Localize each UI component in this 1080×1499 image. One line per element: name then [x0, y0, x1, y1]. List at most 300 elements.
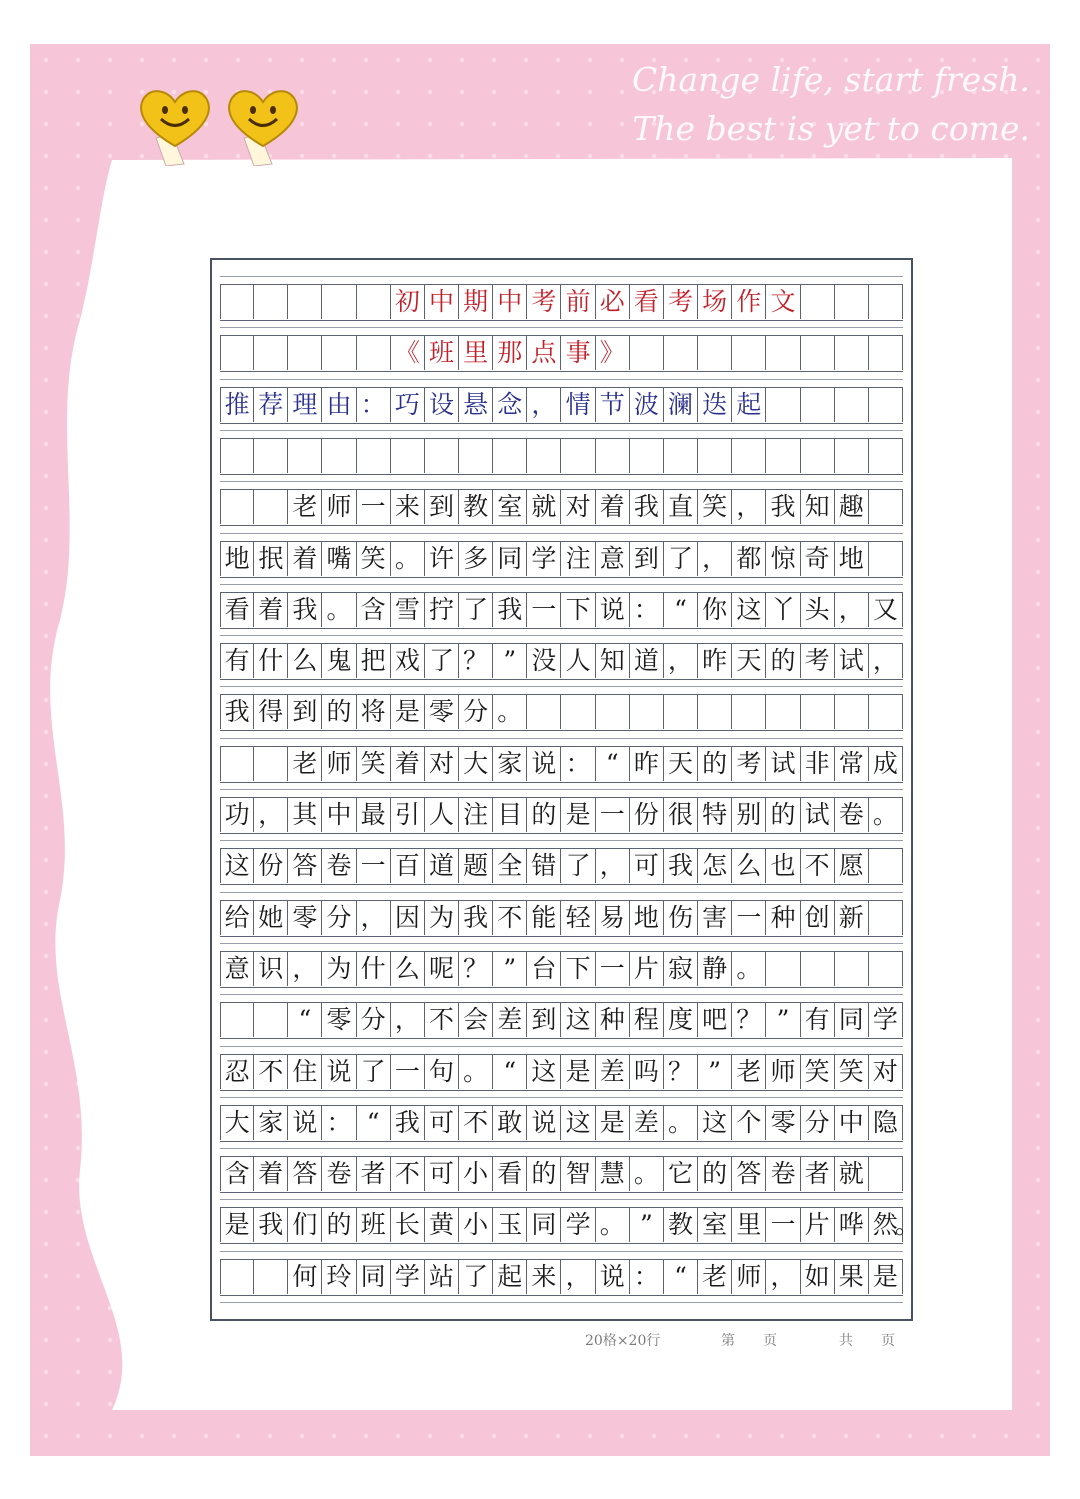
- grid-cell: 大: [220, 1106, 254, 1140]
- grid-cell: [835, 695, 869, 729]
- grid-cell: ：: [630, 593, 664, 627]
- essay-row: [220, 797, 903, 834]
- grid-cell: [630, 336, 664, 370]
- grid-cell: 一: [732, 901, 766, 935]
- grid-cell: [288, 285, 322, 319]
- grid-cell: 着: [288, 542, 322, 576]
- grid-cell: 设: [425, 388, 459, 422]
- grid-cell: 差: [596, 1055, 630, 1089]
- grid-cell: 节: [596, 388, 630, 422]
- recommend-reason-row: [220, 387, 903, 424]
- grid-cell: 我: [220, 695, 254, 729]
- grid-cell: 是: [391, 695, 425, 729]
- grid-cell: 笑: [835, 1055, 869, 1089]
- grid-cell: 非: [801, 747, 835, 781]
- grid-cell: ，: [527, 388, 561, 422]
- grid-cell: 学: [562, 1208, 596, 1242]
- grid-cell: 。: [596, 1208, 630, 1242]
- grid-cell: 。: [322, 593, 356, 627]
- grid-cell: ？: [664, 1055, 698, 1089]
- grid-cell: 分: [801, 1106, 835, 1140]
- grid-cell: 说: [322, 1055, 356, 1089]
- row-separator: [220, 686, 903, 687]
- grid-cell: 种: [596, 1003, 630, 1037]
- row-separator: [220, 481, 903, 482]
- grid-cell: 室: [493, 490, 527, 524]
- essay-subtitle-row: [220, 335, 903, 372]
- row-separator: [220, 840, 903, 841]
- grid-cell: 地: [835, 542, 869, 576]
- grid-cell: 考: [732, 747, 766, 781]
- grid-cell: [220, 747, 254, 781]
- grid-cell: ，: [596, 849, 630, 883]
- grid-cell: 怎: [698, 849, 732, 883]
- grid-cell: 看: [630, 285, 664, 319]
- grid-cell: [664, 439, 698, 473]
- grid-cell: [766, 952, 800, 986]
- grid-cell: 吧: [698, 1003, 732, 1037]
- grid-cell: 零: [288, 901, 322, 935]
- grid-cell: 小: [459, 1208, 493, 1242]
- grid-cell: 轻: [562, 901, 596, 935]
- grid-cell: 我: [254, 1208, 288, 1242]
- grid-cell: 下: [562, 593, 596, 627]
- grid-cell: 来: [527, 1260, 561, 1294]
- grid-cell: 含: [357, 593, 391, 627]
- grid-cell: 到: [630, 542, 664, 576]
- grid-cell: 就: [835, 1157, 869, 1191]
- grid-cell: [869, 490, 903, 524]
- grid-cell: 家: [254, 1106, 288, 1140]
- grid-cell: 不: [391, 1157, 425, 1191]
- grid-cell: 》: [596, 336, 630, 370]
- grid-cell: 丫: [766, 593, 800, 627]
- grid-cell: ，: [391, 1003, 425, 1037]
- row-separator: [220, 1097, 903, 1098]
- row-separator: [220, 533, 903, 534]
- essay-row: [220, 438, 903, 475]
- grid-cell: 就: [527, 490, 561, 524]
- grid-cell: 种: [766, 901, 800, 935]
- grid-cell: 情: [562, 388, 596, 422]
- row-separator: [220, 1148, 903, 1149]
- grid-cell: 事: [562, 336, 596, 370]
- grid-cell: 拧: [425, 593, 459, 627]
- essay-row: [220, 951, 903, 988]
- grid-cell: 。: [391, 542, 425, 576]
- grid-cell: 一: [357, 849, 391, 883]
- grid-cell: 玲: [322, 1260, 356, 1294]
- grid-cell: 不: [254, 1055, 288, 1089]
- grid-cell: 趣: [835, 490, 869, 524]
- grid-cell: 到: [527, 1003, 561, 1037]
- grid-cell: 里: [732, 1208, 766, 1242]
- grid-cell: 必: [596, 285, 630, 319]
- grid-cell: 老: [732, 1055, 766, 1089]
- row-separator: [220, 1046, 903, 1047]
- grid-overflow-char: [895, 285, 915, 319]
- grid-cell: 。: [732, 952, 766, 986]
- essay-row: [220, 489, 903, 526]
- grid-cell: 看: [493, 1157, 527, 1191]
- grid-cell: 起: [493, 1260, 527, 1294]
- grid-cell: 大: [459, 747, 493, 781]
- grid-cell: [220, 1260, 254, 1294]
- grid-cell: ，: [835, 593, 869, 627]
- grid-cell: 注: [459, 798, 493, 832]
- grid-cell: 零: [425, 695, 459, 729]
- grid-cell: 给: [220, 901, 254, 935]
- essay-row: [220, 694, 903, 731]
- grid-cell: 抿: [254, 542, 288, 576]
- grid-cell: ”: [766, 1003, 800, 1037]
- grid-cell: 吗: [630, 1055, 664, 1089]
- grid-cell: 易: [596, 901, 630, 935]
- grid-cell: “: [596, 747, 630, 781]
- grid-cell: [596, 439, 630, 473]
- grid-cell: 意: [596, 542, 630, 576]
- essay-row: [220, 541, 903, 578]
- grid-cell: 个: [732, 1106, 766, 1140]
- grid-cell: 同: [493, 542, 527, 576]
- grid-cell: 这: [732, 593, 766, 627]
- grid-cell: [596, 695, 630, 729]
- essay-row: [220, 900, 903, 937]
- grid-cell: [220, 285, 254, 319]
- grid-cell: 了: [357, 1055, 391, 1089]
- grid-cell: [322, 439, 356, 473]
- grid-cell: [220, 490, 254, 524]
- grid-cell: 片: [801, 1208, 835, 1242]
- grid-cell: 为: [425, 901, 459, 935]
- grid-cell: 不: [493, 901, 527, 935]
- essay-row: [220, 848, 903, 885]
- grid-cell: 考: [801, 644, 835, 678]
- grid-cell: [254, 439, 288, 473]
- grid-cell: 戏: [391, 644, 425, 678]
- grid-cell: 愿: [835, 849, 869, 883]
- grid-cell: 推: [220, 388, 254, 422]
- grid-cell: 起: [732, 388, 766, 422]
- grid-cell: [766, 439, 800, 473]
- grid-cell: 这: [220, 849, 254, 883]
- grid-cell: 雪: [391, 593, 425, 627]
- grid-cell: [322, 285, 356, 319]
- grid-cell: 站: [425, 1260, 459, 1294]
- row-separator: [220, 1199, 903, 1200]
- grid-cell: 考: [527, 285, 561, 319]
- grid-cell: [664, 695, 698, 729]
- row-separator: [220, 994, 903, 995]
- grid-cell: [801, 695, 835, 729]
- grid-cell: 的: [766, 644, 800, 678]
- grid-cell: [254, 336, 288, 370]
- grid-cell: “: [288, 1003, 322, 1037]
- grid-cell: 地: [220, 542, 254, 576]
- grid-cell: 可: [630, 849, 664, 883]
- grid-cell: 许: [425, 542, 459, 576]
- grid-cell: 说: [288, 1106, 322, 1140]
- grid-cell: 对: [869, 1055, 903, 1089]
- grid-cell: 玉: [493, 1208, 527, 1242]
- grid-cell: 我: [630, 490, 664, 524]
- grid-cell: ”: [630, 1208, 664, 1242]
- grid-cell: 因: [391, 901, 425, 935]
- grid-cell: 份: [630, 798, 664, 832]
- grid-cell: 什: [254, 644, 288, 678]
- grid-cell: [801, 336, 835, 370]
- grid-cell: 天: [664, 747, 698, 781]
- grid-cell: 不: [801, 849, 835, 883]
- grid-cell: 智: [562, 1157, 596, 1191]
- grid-cell: 为: [322, 952, 356, 986]
- grid-cell: 忍: [220, 1055, 254, 1089]
- grid-cell: 可: [425, 1157, 459, 1191]
- grid-cell: 知: [596, 644, 630, 678]
- grid-cell: 前: [562, 285, 596, 319]
- grid-cell: [357, 285, 391, 319]
- grid-cell: 分: [322, 901, 356, 935]
- grid-cell: 的: [322, 695, 356, 729]
- grid-cell: 敢: [493, 1106, 527, 1140]
- grid-cell: [835, 952, 869, 986]
- grid-cell: ：: [562, 747, 596, 781]
- grid-cell: 有: [801, 1003, 835, 1037]
- essay-row: [220, 643, 903, 680]
- grid-cell: 家: [493, 747, 527, 781]
- row-separator: [220, 379, 903, 380]
- grid-cell: 同: [357, 1260, 391, 1294]
- grid-cell: [357, 336, 391, 370]
- grid-cell: ”: [698, 1055, 732, 1089]
- smiley-heart-icon: [222, 86, 304, 166]
- grid-cell: 题: [459, 849, 493, 883]
- grid-cell: [493, 439, 527, 473]
- grid-cell: 最: [357, 798, 391, 832]
- grid-cell: [869, 1157, 903, 1191]
- grid-cell: 是: [562, 798, 596, 832]
- motto-line-2: The best is yet to come.: [632, 109, 1030, 148]
- grid-cell: 有: [220, 644, 254, 678]
- grid-cell: ：: [630, 1260, 664, 1294]
- grid-cell: 室: [698, 1208, 732, 1242]
- grid-cell: ，: [664, 644, 698, 678]
- grid-overflow-char: [895, 952, 915, 986]
- grid-cell: 学: [869, 1003, 903, 1037]
- grid-cell: 们: [288, 1208, 322, 1242]
- grid-cell: [254, 1003, 288, 1037]
- grid-cell: 这: [698, 1106, 732, 1140]
- grid-cell: [630, 695, 664, 729]
- grid-cell: 人: [425, 798, 459, 832]
- grid-cell: 试: [801, 798, 835, 832]
- grid-cell: 我: [288, 593, 322, 627]
- grid-cell: 台: [527, 952, 561, 986]
- grid-cell: ：: [357, 388, 391, 422]
- grid-cell: [220, 336, 254, 370]
- essay-row: [220, 1259, 903, 1296]
- grid-cell: [801, 388, 835, 422]
- grid-cell: ”: [493, 644, 527, 678]
- grid-cell: [869, 388, 903, 422]
- row-separator: [220, 635, 903, 636]
- grid-cell: 了: [425, 644, 459, 678]
- grid-cell: [630, 439, 664, 473]
- grid-cell: 伤: [664, 901, 698, 935]
- grid-cell: 道: [630, 644, 664, 678]
- row-separator: [220, 1302, 903, 1303]
- grid-cell: 很: [664, 798, 698, 832]
- grid-cell: ：: [322, 1106, 356, 1140]
- grid-cell: [766, 388, 800, 422]
- grid-cell: 错: [527, 849, 561, 883]
- grid-cell: 中: [322, 798, 356, 832]
- grid-cell: 了: [562, 849, 596, 883]
- grid-cell: 差: [630, 1106, 664, 1140]
- grid-cell: 么: [732, 849, 766, 883]
- grid-cell: 答: [288, 1157, 322, 1191]
- row-separator: [220, 430, 903, 431]
- grid-cell: 果: [835, 1260, 869, 1294]
- grid-cell: [254, 285, 288, 319]
- grid-cell: 中: [493, 285, 527, 319]
- grid-cell: 了: [459, 1260, 493, 1294]
- grid-cell: 人: [562, 644, 596, 678]
- grid-cell: 卷: [322, 849, 356, 883]
- grid-cell: 我: [766, 490, 800, 524]
- grid-cell: 的: [527, 798, 561, 832]
- grid-cell: 分: [459, 695, 493, 729]
- grid-cell: 昨: [630, 747, 664, 781]
- total-pages-label: 共 页: [839, 1333, 895, 1349]
- grid-cell: 对: [425, 747, 459, 781]
- grid-cell: 头: [801, 593, 835, 627]
- grid-cell: 笑: [698, 490, 732, 524]
- grid-cell: [322, 336, 356, 370]
- grid-cell: 那: [493, 336, 527, 370]
- grid-cell: 隐: [869, 1106, 903, 1140]
- grid-cell: [459, 439, 493, 473]
- grid-cell: 着: [391, 747, 425, 781]
- grid-cell: 含: [220, 1157, 254, 1191]
- grid-cell: 师: [766, 1055, 800, 1089]
- grid-cell: 它: [664, 1157, 698, 1191]
- grid-cell: [391, 439, 425, 473]
- grid-cell: 波: [630, 388, 664, 422]
- grid-cell: 着: [254, 1157, 288, 1191]
- grid-cell: 份: [254, 849, 288, 883]
- grid-cell: 答: [288, 849, 322, 883]
- grid-cell: 一: [596, 798, 630, 832]
- grid-cell: 场: [698, 285, 732, 319]
- grid-cell: 师: [322, 747, 356, 781]
- grid-cell: 嘴: [322, 542, 356, 576]
- row-separator: [220, 892, 903, 893]
- grid-cell: “: [493, 1055, 527, 1089]
- grid-cell: 这: [527, 1055, 561, 1089]
- grid-cell: 差: [493, 1003, 527, 1037]
- grid-cell: ？: [459, 644, 493, 678]
- grid-cell: ，: [254, 798, 288, 832]
- grid-cell: 静: [698, 952, 732, 986]
- grid-cell: 不: [425, 1003, 459, 1037]
- grid-cell: 澜: [664, 388, 698, 422]
- grid-cell: 零: [766, 1106, 800, 1140]
- grid-cell: 笑: [357, 747, 391, 781]
- grid-cell: 下: [562, 952, 596, 986]
- grid-cell: 其: [288, 798, 322, 832]
- grid-cell: 。: [664, 1106, 698, 1140]
- grid-cell: 惊: [766, 542, 800, 576]
- grid-cell: 了: [459, 593, 493, 627]
- row-separator: [220, 327, 903, 328]
- grid-cell: ？: [732, 1003, 766, 1037]
- grid-cell: 到: [288, 695, 322, 729]
- grid-cell: [220, 439, 254, 473]
- grid-cell: 老: [288, 490, 322, 524]
- row-separator: [220, 738, 903, 739]
- grid-cell: 悬: [459, 388, 493, 422]
- grid-cell: 哗: [835, 1208, 869, 1242]
- grid-cell: 念: [493, 388, 527, 422]
- grid-cell: 我: [493, 593, 527, 627]
- grid-cell: [254, 1260, 288, 1294]
- grid-cell: 学: [391, 1260, 425, 1294]
- grid-cell: 常: [835, 747, 869, 781]
- grid-cell: 者: [357, 1157, 391, 1191]
- grid-cell: 的: [698, 747, 732, 781]
- grid-cell: 多: [459, 542, 493, 576]
- grid-cell: 班: [425, 336, 459, 370]
- grid-cell: 么: [288, 644, 322, 678]
- grid-cell: [732, 439, 766, 473]
- row-separator: [220, 276, 903, 277]
- grid-cell: ，: [732, 490, 766, 524]
- grid-cell: [357, 439, 391, 473]
- grid-cell: ，: [698, 542, 732, 576]
- grid-cell: [835, 439, 869, 473]
- grid-cell: [425, 439, 459, 473]
- grid-cell: 她: [254, 901, 288, 935]
- grid-cell: 天: [732, 644, 766, 678]
- grid-cell: [698, 336, 732, 370]
- grid-cell: ”: [493, 952, 527, 986]
- grid-cell: 初: [391, 285, 425, 319]
- grid-cell: 直: [664, 490, 698, 524]
- grid-cell: 新: [835, 901, 869, 935]
- grid-cell: 作: [732, 285, 766, 319]
- grid-cell: 程: [630, 1003, 664, 1037]
- grid-cell: [664, 336, 698, 370]
- grid-cell: 来: [391, 490, 425, 524]
- grid-cell: 卷: [322, 1157, 356, 1191]
- grid-cell: [801, 952, 835, 986]
- grid-cell: [801, 439, 835, 473]
- grid-cell: 学: [527, 542, 561, 576]
- grid-cell: 可: [425, 1106, 459, 1140]
- row-separator: [220, 1251, 903, 1252]
- grid-cell: [869, 901, 903, 935]
- grid-cell: 卷: [766, 1157, 800, 1191]
- grid-cell: 同: [835, 1003, 869, 1037]
- grid-cell: “: [357, 1106, 391, 1140]
- grid-cell: ，: [562, 1260, 596, 1294]
- essay-row: [220, 1207, 921, 1244]
- grid-size-label: 20格×20行: [585, 1333, 661, 1349]
- grid-cell: ，: [766, 1260, 800, 1294]
- grid-cell: 教: [459, 490, 493, 524]
- row-separator: [220, 584, 903, 585]
